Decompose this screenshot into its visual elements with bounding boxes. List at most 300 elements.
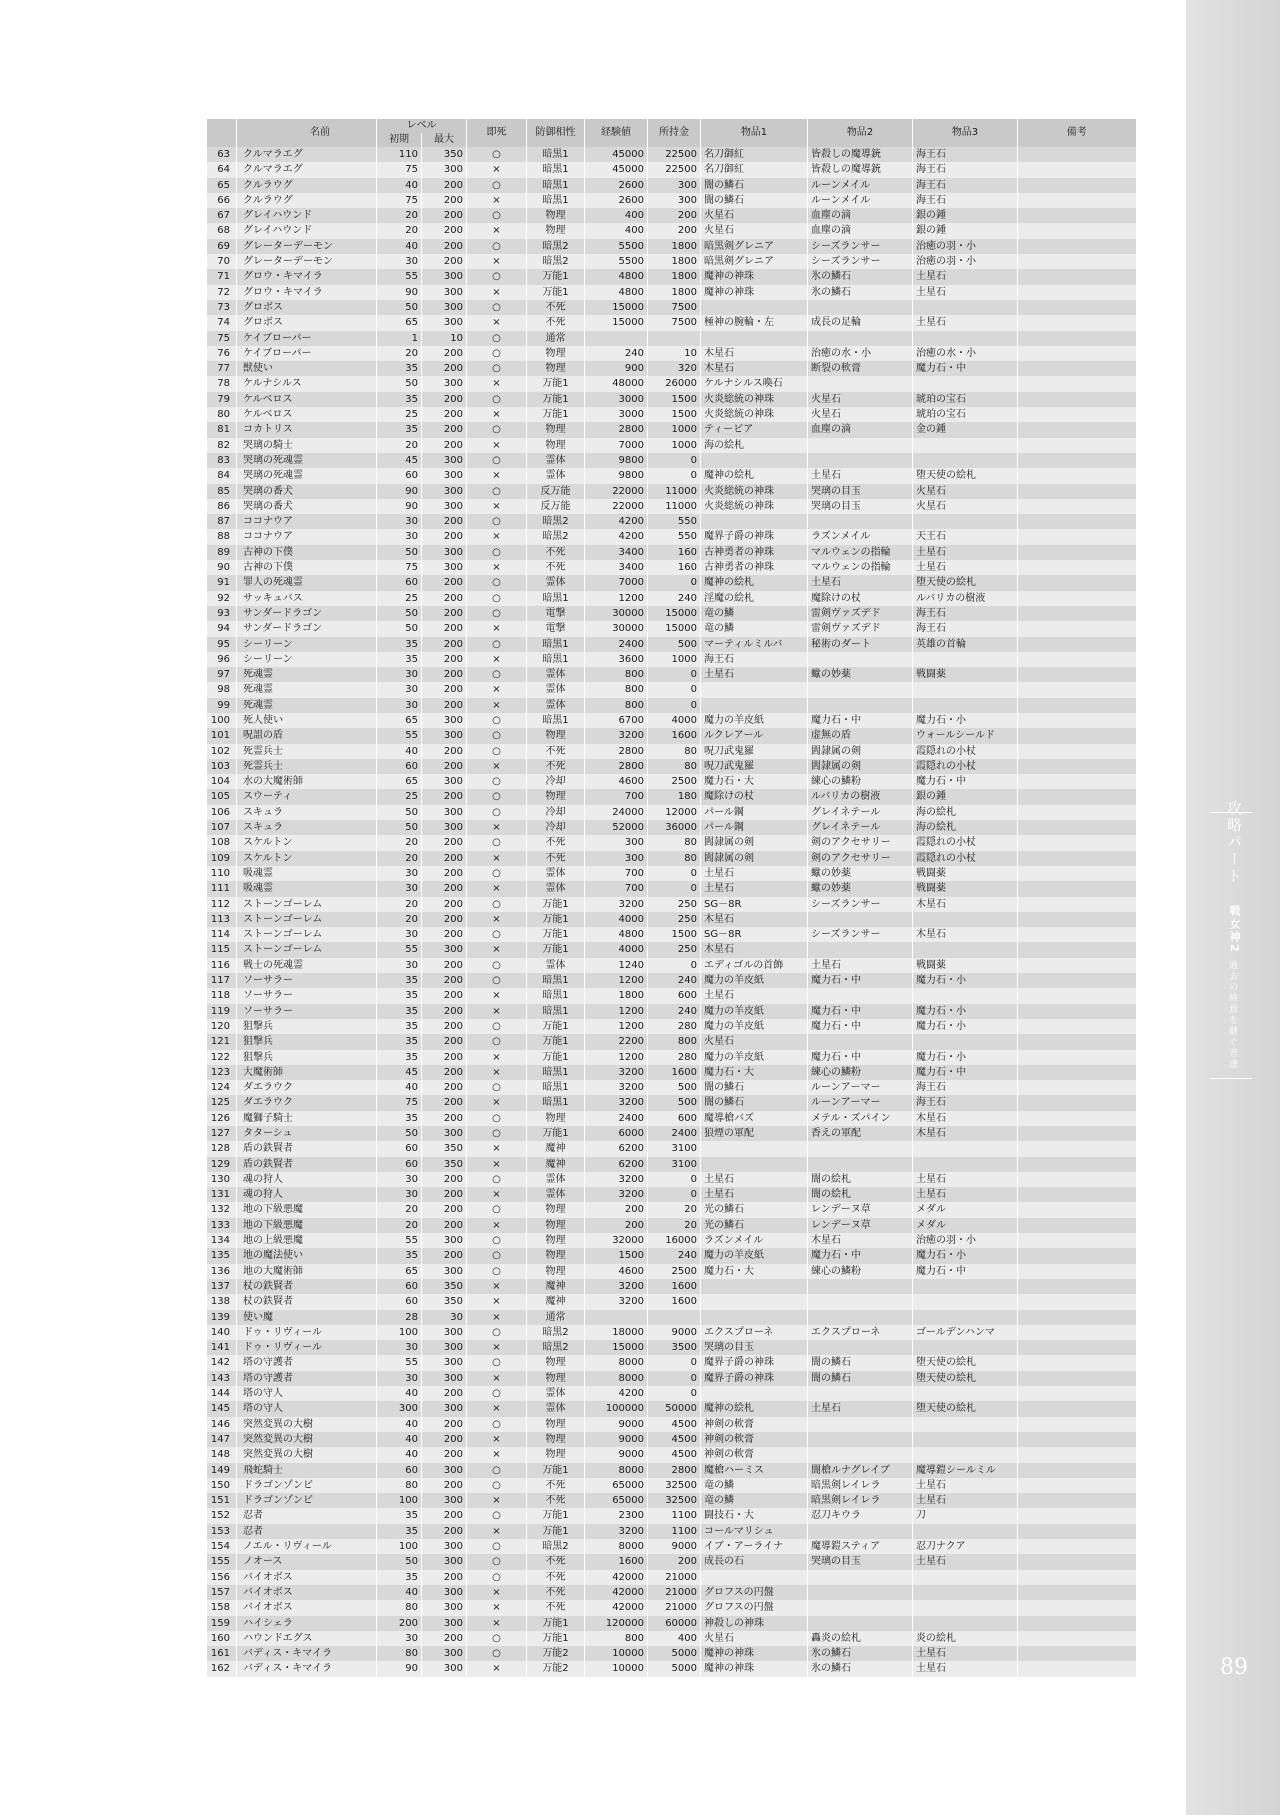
cell-defense: 霊体 [527, 1187, 585, 1202]
cell-level-initial: 75 [377, 193, 422, 208]
cell-notes [1018, 621, 1136, 636]
cell-level-initial: 40 [377, 744, 422, 759]
table-row [207, 514, 1136, 529]
table-row [207, 346, 1136, 361]
cell-gold: 500 [648, 1095, 701, 1110]
table-row [207, 1034, 1136, 1049]
table-row [207, 285, 1136, 300]
cell-notes [1018, 1248, 1136, 1263]
cell-defense: 不死 [527, 1478, 585, 1493]
cell-notes [1018, 805, 1136, 820]
cell-no: 67 [207, 208, 237, 223]
cell-notes [1018, 1585, 1136, 1600]
cell-item2 [808, 514, 913, 529]
cell-no: 158 [207, 1600, 237, 1615]
cell-item1: 火炎総統の神珠 [701, 484, 808, 499]
cell-name: サンダードラゴン [237, 621, 377, 636]
cell-notes [1018, 713, 1136, 728]
cell-level-initial: 50 [377, 606, 422, 621]
cell-exp: 3200 [585, 1524, 648, 1539]
cell-level-initial: 1 [377, 331, 422, 346]
cell-level-initial: 35 [377, 973, 422, 988]
cell-exp: 48000 [585, 376, 648, 391]
cell-no: 87 [207, 514, 237, 529]
cell-item3: 海王石 [913, 606, 1018, 621]
cell-item1: 名刀御紅 [701, 162, 808, 177]
cell-name: クルラウグ [237, 193, 377, 208]
cell-level-initial: 40 [377, 1447, 422, 1462]
cell-gold: 20 [648, 1218, 701, 1233]
cell-gold: 1500 [648, 927, 701, 942]
cell-defense: 暗黒1 [527, 973, 585, 988]
cell-level-max: 350 [422, 1141, 467, 1156]
cell-name: クルラウグ [237, 178, 377, 193]
cell-instant-death: ○ [467, 208, 527, 223]
cell-exp: 9000 [585, 1447, 648, 1462]
cell-instant-death: ○ [467, 392, 527, 407]
cell-item2 [808, 1141, 913, 1156]
cell-gold: 250 [648, 942, 701, 957]
cell-level-max: 200 [422, 254, 467, 269]
cell-gold: 1600 [648, 1279, 701, 1294]
cell-name: 水の大魔術師 [237, 774, 377, 789]
cell-no: 120 [207, 1019, 237, 1034]
cell-instant-death: ○ [467, 866, 527, 881]
cell-item2 [808, 453, 913, 468]
cell-level-initial: 100 [377, 1493, 422, 1508]
cell-no: 124 [207, 1080, 237, 1095]
cell-defense: 万能1 [527, 269, 585, 284]
cell-item2: 血塵の滴 [808, 422, 913, 437]
cell-item1: ルクレアール [701, 728, 808, 743]
cell-level-initial: 35 [377, 422, 422, 437]
table-row [207, 652, 1136, 667]
cell-exp: 5500 [585, 254, 648, 269]
cell-level-initial: 30 [377, 881, 422, 896]
cell-notes [1018, 774, 1136, 789]
cell-defense: 万能1 [527, 407, 585, 422]
cell-item2: エクスプローネ [808, 1325, 913, 1340]
cell-item3: 魔力石・中 [913, 1065, 1018, 1080]
table-row [207, 223, 1136, 238]
cell-item3: 天王石 [913, 529, 1018, 544]
cell-item2: 火星石 [808, 407, 913, 422]
cell-exp: 6700 [585, 713, 648, 728]
cell-item2 [808, 912, 913, 927]
cell-exp: 700 [585, 881, 648, 896]
cell-exp: 7000 [585, 575, 648, 590]
cell-exp: 15000 [585, 315, 648, 330]
header-level: レベル [377, 119, 467, 133]
cell-item2: 蠍の妙薬 [808, 866, 913, 881]
cell-gold: 9000 [648, 1539, 701, 1554]
cell-level-max: 200 [422, 621, 467, 636]
cell-level-max: 300 [422, 1401, 467, 1416]
cell-defense: 物理 [527, 1447, 585, 1462]
cell-level-initial: 90 [377, 285, 422, 300]
cell-exp: 42000 [585, 1570, 648, 1585]
cell-level-max: 300 [422, 820, 467, 835]
cell-defense: 暗黒1 [527, 178, 585, 193]
cell-item2: 血塵の滴 [808, 208, 913, 223]
cell-no: 116 [207, 958, 237, 973]
table-row [207, 866, 1136, 881]
cell-notes [1018, 1340, 1136, 1355]
cell-item1 [701, 1386, 808, 1401]
cell-level-max: 300 [422, 805, 467, 820]
cell-name: ソーサラー [237, 973, 377, 988]
cell-instant-death: × [467, 988, 527, 1003]
cell-item3: 海王石 [913, 621, 1018, 636]
table-row [207, 1202, 1136, 1217]
cell-no: 134 [207, 1233, 237, 1248]
cell-level-max: 200 [422, 208, 467, 223]
cell-instant-death: ○ [467, 1417, 527, 1432]
cell-level-initial: 200 [377, 1616, 422, 1631]
cell-item2: 轟炎の絵札 [808, 1631, 913, 1646]
cell-instant-death: × [467, 1004, 527, 1019]
cell-name: バディス・キマイラ [237, 1646, 377, 1661]
cell-instant-death: ○ [467, 1386, 527, 1401]
cell-exp: 22000 [585, 484, 648, 499]
cell-item3: 霞隠れの小杖 [913, 835, 1018, 850]
table-row [207, 453, 1136, 468]
cell-item1: 哭璃の目玉 [701, 1340, 808, 1355]
cell-gold: 0 [648, 698, 701, 713]
table-row [207, 805, 1136, 820]
cell-exp: 2400 [585, 1111, 648, 1126]
cell-gold: 250 [648, 912, 701, 927]
table-row [207, 1355, 1136, 1370]
cell-notes [1018, 1004, 1136, 1019]
cell-defense: 霊体 [527, 698, 585, 713]
cell-gold: 80 [648, 744, 701, 759]
cell-level-initial: 35 [377, 392, 422, 407]
cell-gold: 7500 [648, 315, 701, 330]
cell-no: 150 [207, 1478, 237, 1493]
cell-item3: 琥珀の宝石 [913, 407, 1018, 422]
cell-level-initial: 25 [377, 789, 422, 804]
cell-gold: 160 [648, 545, 701, 560]
cell-name: 哭璃の番犬 [237, 499, 377, 514]
table-row [207, 759, 1136, 774]
cell-exp: 400 [585, 223, 648, 238]
cell-instant-death: ○ [467, 346, 527, 361]
cell-item3: 治癒の羽・小 [913, 254, 1018, 269]
cell-no: 147 [207, 1432, 237, 1447]
cell-notes [1018, 560, 1136, 575]
cell-level-max: 200 [422, 973, 467, 988]
cell-defense: 不死 [527, 560, 585, 575]
cell-defense: 霊体 [527, 682, 585, 697]
cell-item1: 竜の鱗 [701, 606, 808, 621]
cell-notes [1018, 958, 1136, 973]
cell-item1: 魔力石・大 [701, 1065, 808, 1080]
cell-no: 107 [207, 820, 237, 835]
cell-gold: 400 [648, 1631, 701, 1646]
cell-instant-death: ○ [467, 805, 527, 820]
cell-defense: 万能1 [527, 912, 585, 927]
cell-item2: 忍刀キウラ [808, 1508, 913, 1523]
cell-defense: 霊体 [527, 1401, 585, 1416]
cell-level-initial: 65 [377, 1264, 422, 1279]
cell-notes [1018, 1401, 1136, 1416]
cell-notes [1018, 331, 1136, 346]
table-row [207, 1095, 1136, 1110]
cell-item2: ルーンメイル [808, 193, 913, 208]
cell-name: 魔獅子騎士 [237, 1111, 377, 1126]
cell-name: タターシュ [237, 1126, 377, 1141]
cell-item1 [701, 1279, 808, 1294]
table-row [207, 1493, 1136, 1508]
cell-instant-death: × [467, 1585, 527, 1600]
cell-item1: エディゴルの首飾 [701, 958, 808, 973]
cell-gold: 1600 [648, 728, 701, 743]
cell-item3: 海王石 [913, 147, 1018, 162]
cell-level-max: 300 [422, 1585, 467, 1600]
cell-notes [1018, 422, 1136, 437]
cell-item3: 木星石 [913, 927, 1018, 942]
cell-item2 [808, 1616, 913, 1631]
cell-item1: 閻隷属の剣 [701, 851, 808, 866]
cell-instant-death: × [467, 1371, 527, 1386]
cell-defense: 暗黒2 [527, 254, 585, 269]
cell-name: 死魂霊 [237, 698, 377, 713]
cell-no: 65 [207, 178, 237, 193]
cell-level-initial: 25 [377, 591, 422, 606]
header-instant-death: 即死 [467, 119, 527, 147]
cell-item3: 堕天使の絵札 [913, 468, 1018, 483]
table-row [207, 560, 1136, 575]
cell-notes [1018, 927, 1136, 942]
cell-level-max: 300 [422, 315, 467, 330]
cell-item3: メダル [913, 1202, 1018, 1217]
cell-instant-death: × [467, 468, 527, 483]
cell-item1: 土星石 [701, 1187, 808, 1202]
cell-item1: エクスプローネ [701, 1325, 808, 1340]
cell-item3: メダル [913, 1218, 1018, 1233]
cell-notes [1018, 637, 1136, 652]
cell-gold: 1800 [648, 254, 701, 269]
cell-notes [1018, 1616, 1136, 1631]
cell-no: 135 [207, 1248, 237, 1263]
cell-level-max: 200 [422, 1187, 467, 1202]
cell-gold: 5000 [648, 1646, 701, 1661]
cell-exp: 300 [585, 851, 648, 866]
cell-notes [1018, 728, 1136, 743]
table-row [207, 407, 1136, 422]
cell-item1: コールマリシュ [701, 1524, 808, 1539]
cell-name: ケルベロス [237, 407, 377, 422]
cell-level-initial: 55 [377, 728, 422, 743]
cell-defense: 万能1 [527, 942, 585, 957]
cell-notes [1018, 392, 1136, 407]
cell-item2: 魔力石・中 [808, 1248, 913, 1263]
cell-gold: 240 [648, 1248, 701, 1263]
cell-level-max: 200 [422, 667, 467, 682]
cell-exp: 2600 [585, 178, 648, 193]
cell-item2 [808, 682, 913, 697]
chapter-subtitle: 過去の終焉を継ぐ者達 [1227, 960, 1237, 1070]
cell-item2: 哭璃の目玉 [808, 1554, 913, 1569]
cell-no: 133 [207, 1218, 237, 1233]
cell-name: 吸魂霊 [237, 881, 377, 896]
cell-no: 77 [207, 361, 237, 376]
cell-item2: 治癒の水・小 [808, 346, 913, 361]
cell-level-initial: 90 [377, 499, 422, 514]
cell-item1: 闘技石・大 [701, 1508, 808, 1523]
cell-defense: 霊体 [527, 667, 585, 682]
cell-item2: 火星石 [808, 392, 913, 407]
cell-gold: 800 [648, 1034, 701, 1049]
cell-item3: 火星石 [913, 484, 1018, 499]
cell-exp: 1200 [585, 1050, 648, 1065]
cell-item1: 魔力の羊皮紙 [701, 1019, 808, 1034]
cell-level-initial: 30 [377, 254, 422, 269]
cell-level-initial: 35 [377, 1004, 422, 1019]
cell-notes [1018, 1264, 1136, 1279]
table-row [207, 1432, 1136, 1447]
cell-no: 101 [207, 728, 237, 743]
cell-level-initial: 50 [377, 805, 422, 820]
cell-no: 72 [207, 285, 237, 300]
cell-level-max: 200 [422, 789, 467, 804]
cell-gold: 1100 [648, 1508, 701, 1523]
cell-no: 145 [207, 1401, 237, 1416]
cell-item3: 忍刀ナクア [913, 1539, 1018, 1554]
cell-notes [1018, 744, 1136, 759]
cell-item1: 魔神の絵札 [701, 575, 808, 590]
cell-name: ドゥ・リヴィール [237, 1340, 377, 1355]
cell-notes [1018, 988, 1136, 1003]
cell-name: 魂の狩人 [237, 1172, 377, 1187]
cell-name: 突然変異の大樹 [237, 1447, 377, 1462]
cell-item2: 闇槍ルナグレイブ [808, 1463, 913, 1478]
cell-defense: 反万能 [527, 499, 585, 514]
cell-instant-death: ○ [467, 789, 527, 804]
cell-no: 63 [207, 147, 237, 162]
cell-no: 82 [207, 438, 237, 453]
cell-gold: 0 [648, 958, 701, 973]
cell-name: 狙撃兵 [237, 1034, 377, 1049]
cell-level-max: 200 [422, 178, 467, 193]
cell-no: 80 [207, 407, 237, 422]
cell-no: 84 [207, 468, 237, 483]
cell-level-max: 350 [422, 1157, 467, 1172]
cell-exp: 800 [585, 667, 648, 682]
cell-instant-death: ○ [467, 484, 527, 499]
cell-notes [1018, 1386, 1136, 1401]
cell-defense: 暗黒1 [527, 1004, 585, 1019]
table-row [207, 973, 1136, 988]
cell-no: 73 [207, 300, 237, 315]
cell-exp: 4000 [585, 912, 648, 927]
cell-item1: 魔槍ハーミス [701, 1463, 808, 1478]
cell-exp: 30000 [585, 606, 648, 621]
cell-no: 130 [207, 1172, 237, 1187]
cell-level-initial: 40 [377, 1080, 422, 1095]
cell-defense: 物理 [527, 1233, 585, 1248]
cell-item2 [808, 1294, 913, 1309]
cell-level-max: 300 [422, 1325, 467, 1340]
cell-no: 70 [207, 254, 237, 269]
cell-instant-death: ○ [467, 147, 527, 162]
cell-defense: 反万能 [527, 484, 585, 499]
cell-item1: 火星石 [701, 1034, 808, 1049]
cell-item3: 堕天使の絵札 [913, 1401, 1018, 1416]
cell-no: 137 [207, 1279, 237, 1294]
cell-notes [1018, 820, 1136, 835]
cell-item2: 氷の鱗石 [808, 1646, 913, 1661]
cell-gold: 300 [648, 193, 701, 208]
cell-gold: 200 [648, 208, 701, 223]
cell-notes [1018, 652, 1136, 667]
table-row [207, 254, 1136, 269]
cell-item1: 木星石 [701, 346, 808, 361]
table-row [207, 208, 1136, 223]
cell-item1 [701, 1141, 808, 1156]
cell-level-max: 30 [422, 1310, 467, 1325]
cell-level-initial: 30 [377, 1371, 422, 1386]
cell-item2: マルウェンの指輪 [808, 545, 913, 560]
cell-gold: 180 [648, 789, 701, 804]
cell-item2: シーズランサー [808, 239, 913, 254]
cell-item3 [913, 988, 1018, 1003]
cell-defense: 暗黒1 [527, 713, 585, 728]
cell-item2 [808, 698, 913, 713]
table-row [207, 942, 1136, 957]
cell-item1: 闇の鱗石 [701, 1080, 808, 1095]
table-row [207, 1585, 1136, 1600]
cell-item1: 魔神の神珠 [701, 285, 808, 300]
cell-defense: 電撃 [527, 621, 585, 636]
cell-defense: 万能1 [527, 1631, 585, 1646]
cell-level-max: 200 [422, 392, 467, 407]
cell-instant-death: × [467, 1279, 527, 1294]
cell-defense: 霊体 [527, 866, 585, 881]
cell-defense: 暗黒2 [527, 1539, 585, 1554]
cell-gold [648, 331, 701, 346]
header-defense: 防御相性 [527, 119, 585, 147]
table-row [207, 376, 1136, 391]
cell-no: 69 [207, 239, 237, 254]
cell-item3: 霞隠れの小杖 [913, 759, 1018, 774]
cell-instant-death: ○ [467, 361, 527, 376]
cell-no: 122 [207, 1050, 237, 1065]
cell-item1: 火星石 [701, 1631, 808, 1646]
cell-name: バイオボス [237, 1585, 377, 1600]
cell-no: 112 [207, 897, 237, 912]
cell-level-max: 200 [422, 759, 467, 774]
cell-exp: 1800 [585, 988, 648, 1003]
cell-item2: 氷の鱗石 [808, 269, 913, 284]
cell-name: スウーティ [237, 789, 377, 804]
cell-gold: 2800 [648, 1463, 701, 1478]
cell-item1 [701, 331, 808, 346]
cell-item2: レンデーヌ草 [808, 1218, 913, 1233]
cell-no: 138 [207, 1294, 237, 1309]
cell-item3: 海の絵札 [913, 820, 1018, 835]
cell-notes [1018, 698, 1136, 713]
cell-level-max: 300 [422, 774, 467, 789]
cell-item1: マーティルミルバ [701, 637, 808, 652]
cell-gold: 50000 [648, 1401, 701, 1416]
cell-exp: 6200 [585, 1157, 648, 1172]
cell-item3: 治癒の羽・小 [913, 239, 1018, 254]
cell-level-initial: 20 [377, 208, 422, 223]
table-row [207, 1264, 1136, 1279]
cell-item2 [808, 1279, 913, 1294]
